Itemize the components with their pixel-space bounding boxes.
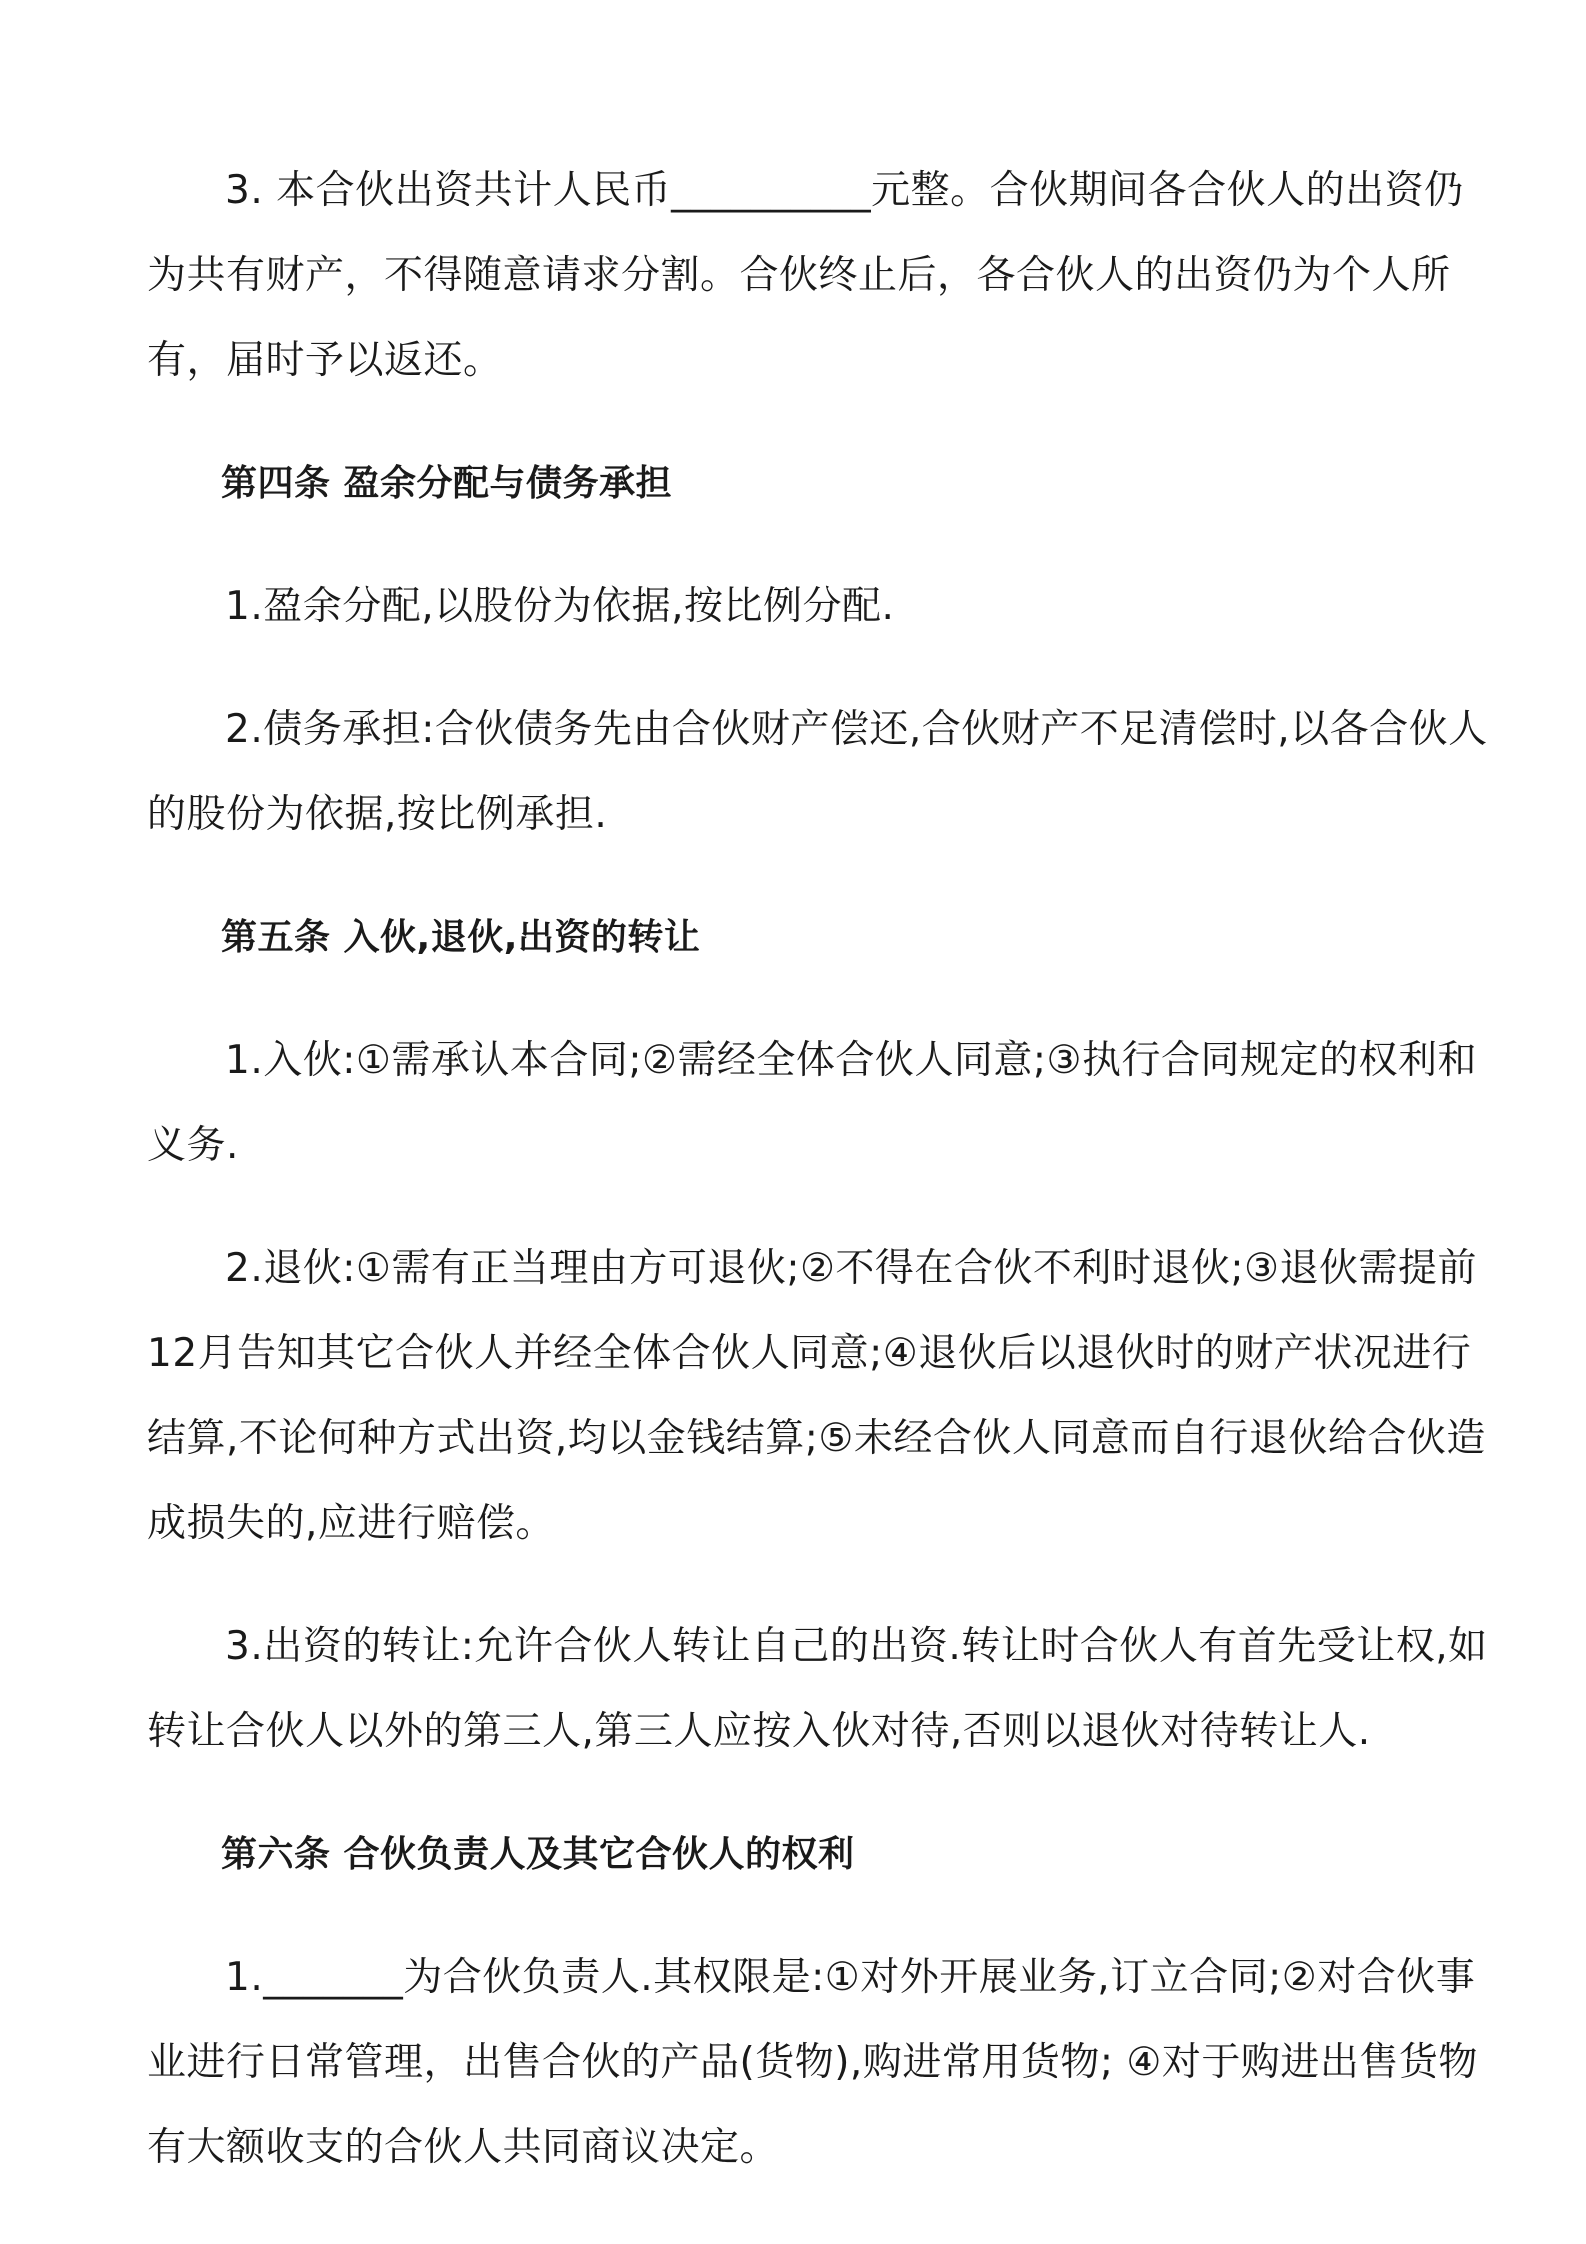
article-5-heading: 第五条 入伙,退伙,出资的转让 (221, 917, 701, 958)
clause-6-1-paragraph: 1._______为合伙负责人.其权限是:①对外开展业务,订立合同;②对合伙事业进行日常管理，出售合伙的产品(货物),购进常用货物; ④对于购进出售货物有大额收支的合伙人共同商议决定。 (147, 1955, 1478, 2170)
clause-4-2-paragraph: 2.债务承担:合伙债务先由合伙财产偿还,合伙财产不足清偿时,以各合伙人的股份为依据,按比例承担. (147, 707, 1488, 837)
clause-4-1-paragraph: 1.盈余分配,以股份为依据,按比例分配. (225, 584, 895, 629)
article-4-heading: 第四条 盈余分配与债务承担 (221, 463, 673, 504)
clause-5-2-paragraph: 2.退伙:①需有正当理由方可退伙;②不得在合伙不利时退伙;③退伙需提前12月告知其它合伙人并经全体合伙人同意;④退伙后以退伙时的财产状况进行结算,不论何种方式出资,均以金钱结算;⑤未经合伙人同意而自行退伙给合伙造成损失的,应进行赔偿。 (147, 1246, 1486, 1546)
clause-5-1-paragraph: 1.入伙:①需承认本合同;②需经全体合伙人同意;③执行合同规定的权利和义务. (147, 1038, 1478, 1168)
article-6-heading: 第六条 合伙负责人及其它合伙人的权利 (221, 1834, 855, 1875)
document-page (147, 148, 1492, 2190)
clause-5-3-paragraph: 3.出资的转让:允许合伙人转让自己的出资.转让时合伙人有首先受让权,如转让合伙人以外的第三人,第三人应按入伙对待,否则以退伙对待转让人. (147, 1624, 1488, 1754)
clause-3-3-paragraph: 3. 本合伙出资共计人民币__________元整。合伙期间各合伙人的出资仍为共有财产，不得随意请求分割。合伙终止后，各合伙人的出资仍为个人所有，届时予以返还。 (147, 168, 1464, 383)
